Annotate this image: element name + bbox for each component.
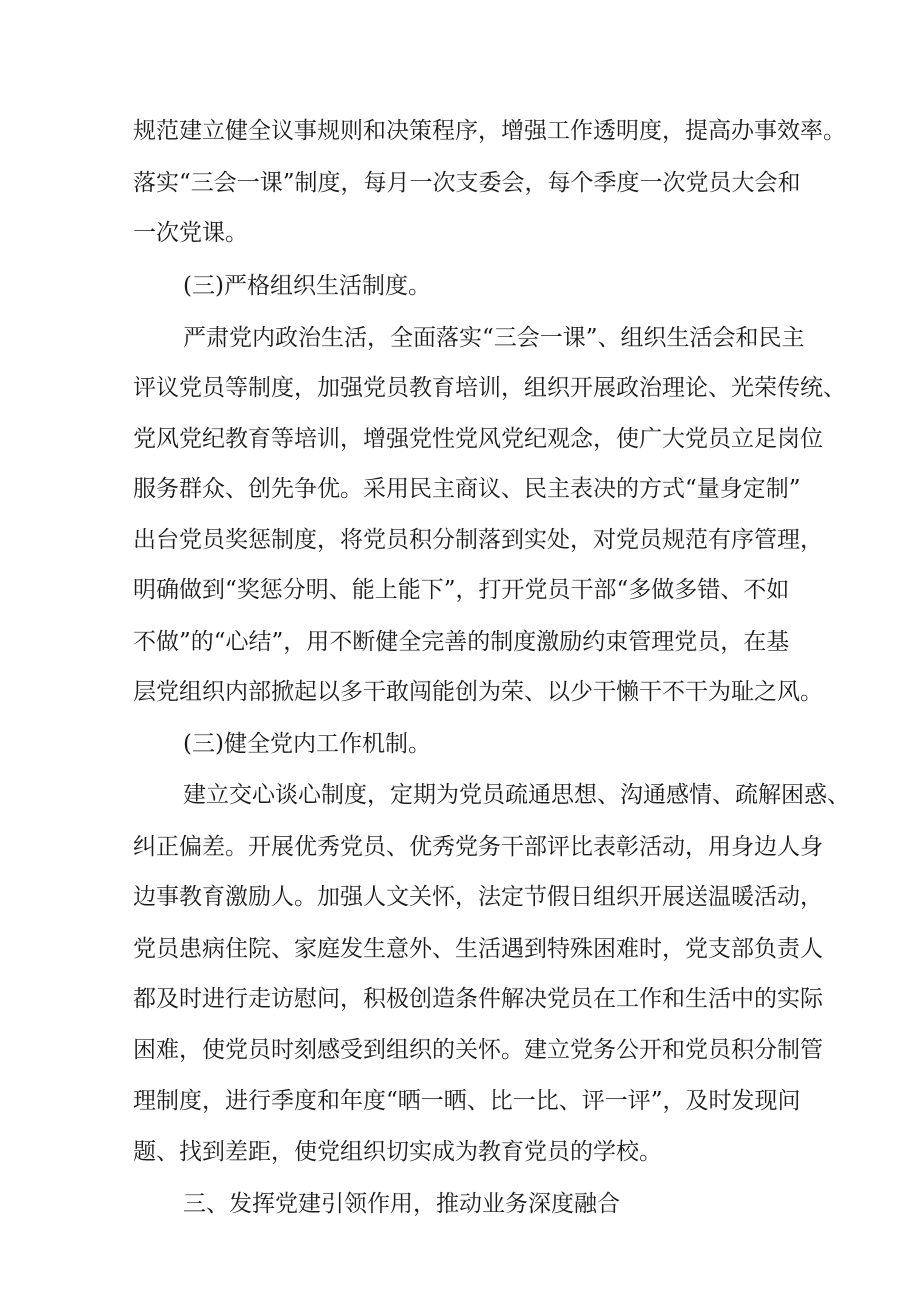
text-line: 都及时进行走访慰问，积极创造条件解决党员在工作和生活中的实际	[133, 986, 823, 1012]
section-heading: 三、发挥党建引领作用，推动业务深度融合	[183, 1191, 620, 1217]
text-line: 不做”的“心结”，用不断健全完善的制度激励约束管理党员，在基	[133, 629, 790, 655]
text-line: 严肃党内政治生活，全面落实“三会一课”、组织生活会和民主	[183, 325, 805, 351]
text-line: 边事教育激励人。加强人文关怀，法定节假日组织开展送温暖活动，	[133, 884, 823, 910]
section-heading: (三)健全党内工作机制。	[183, 731, 431, 757]
text-line: 服务群众、创先争优。采用民主商议、民主表决的方式“量身定制”	[133, 476, 801, 502]
text-line: 党员患病住院、家庭发生意外、生活遇到特殊困难时，党支部负责人	[133, 936, 823, 962]
text-line: 建立交心谈心制度，定期为党员疏通思想、沟通感情、疏解困惑、	[183, 782, 850, 808]
text-line: 规范建立健全议事规则和决策程序，增强工作透明度，提高办事效率。	[133, 118, 846, 144]
text-line: 层党组织内部掀起以多干敢闯能创为荣、以少干懒干不干为耻之风。	[133, 679, 823, 705]
text-line: 出台党员奖惩制度，将党员积分制落到实处，对党员规范有序管理，	[133, 527, 823, 553]
text-line: 理制度，进行季度和年度“晒一晒、比一比、评一评”，及时发现问	[133, 1088, 801, 1114]
text-line: 评议党员等制度，加强党员教育培训，组织开展政治理论、光荣传统、	[133, 375, 846, 401]
text-line: 一次党课。	[133, 220, 248, 246]
section-heading: (三)严格组织生活制度。	[183, 273, 431, 299]
text-line: 题、找到差距，使党组织切实成为教育党员的学校。	[133, 1139, 662, 1165]
text-line: 党风党纪教育等培训，增强党性党风党纪观念，使广大党员立足岗位	[133, 426, 823, 452]
text-line: 困难，使党员时刻感受到组织的关怀。建立党务公开和党员积分制管	[133, 1037, 823, 1063]
text-line: 明确做到“奖惩分明、能上能下”，打开党员干部“多做多错、不如	[133, 577, 790, 603]
text-line: 落实“三会一课”制度，每月一次支委会，每个季度一次党员大会和	[133, 170, 801, 196]
text-line: 纠正偏差。开展优秀党员、优秀党务干部评比表彰活动，用身边人身	[133, 834, 823, 860]
